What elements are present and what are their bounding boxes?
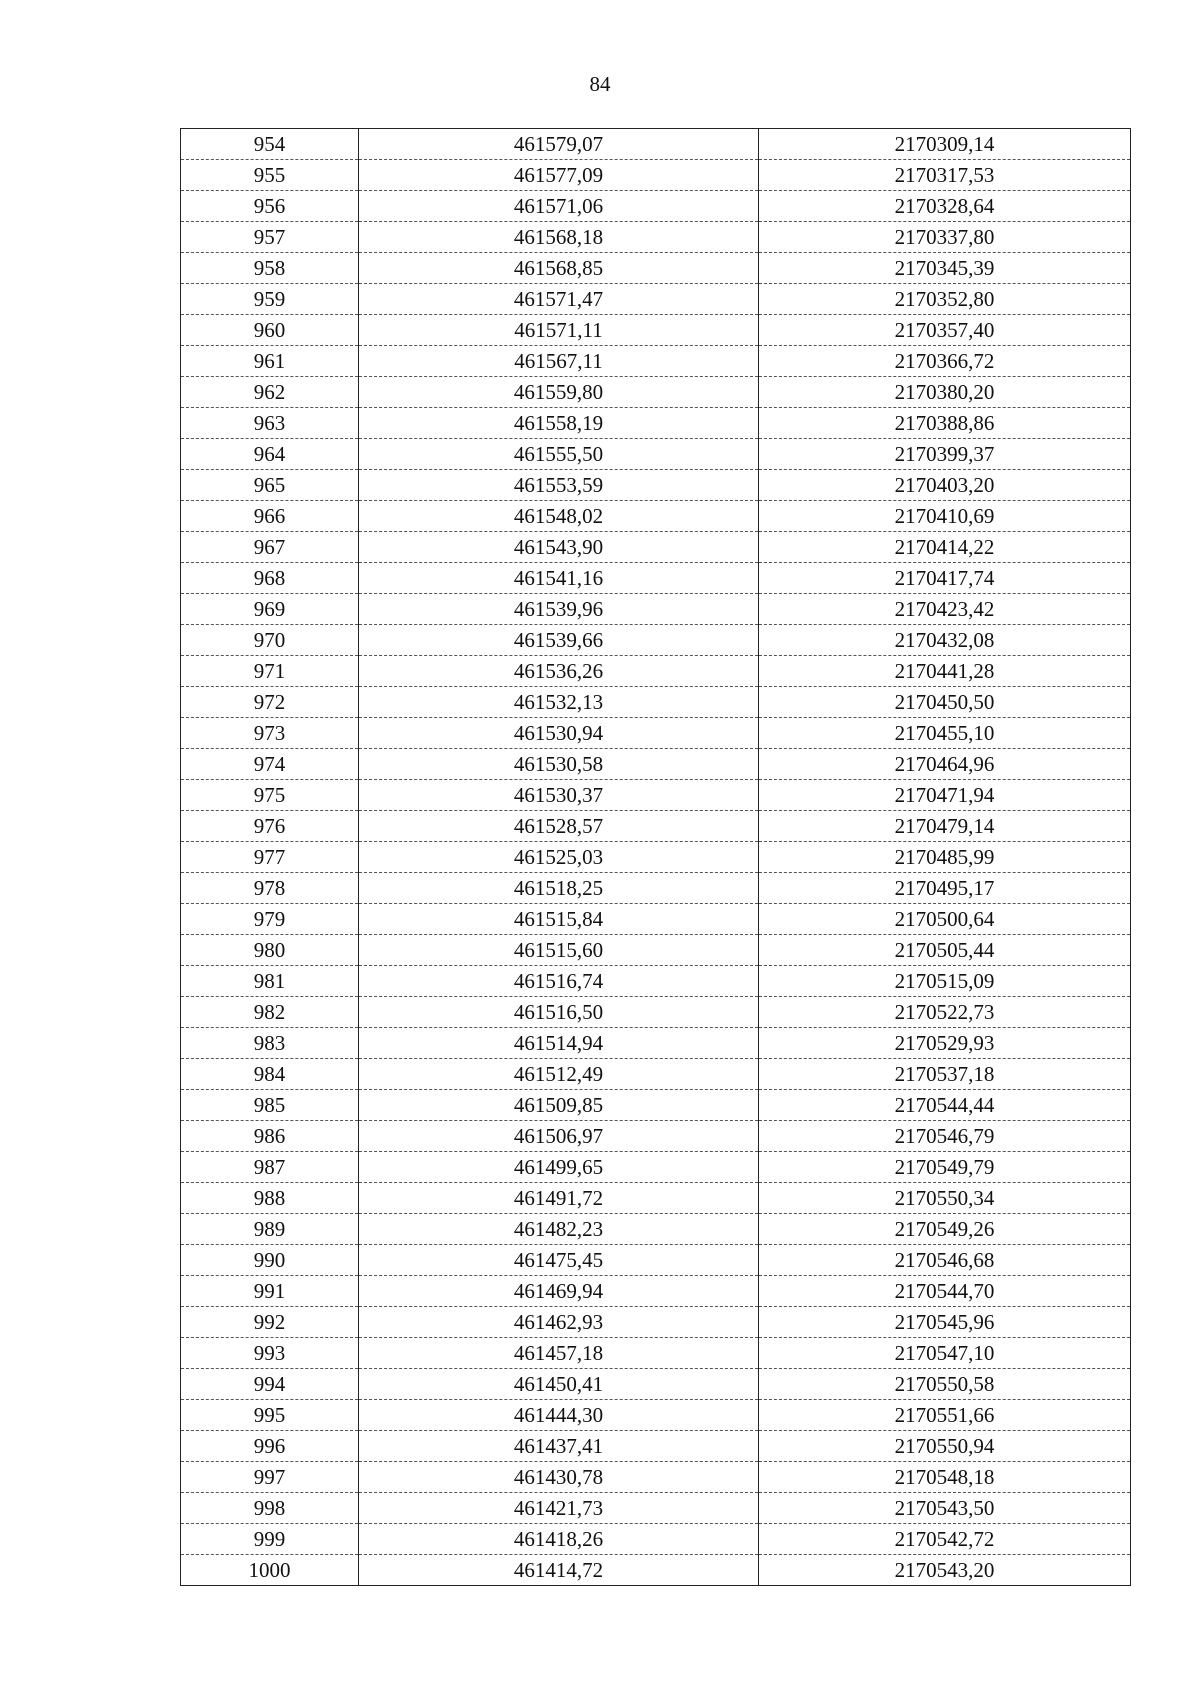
y-coordinate-cell: 2170414,22 (759, 532, 1131, 563)
table-row (181, 1431, 1131, 1462)
table-row (181, 811, 1131, 842)
table-row (181, 563, 1131, 594)
x-coordinate-cell: 461571,06 (359, 191, 759, 222)
table-row (181, 1462, 1131, 1493)
table-row (181, 284, 1131, 315)
table-row (181, 253, 1131, 284)
y-coordinate-cell: 2170366,72 (759, 346, 1131, 377)
x-coordinate-cell: 461559,80 (359, 377, 759, 408)
point-number-cell: 980 (181, 935, 359, 966)
y-coordinate-cell: 2170544,70 (759, 1276, 1131, 1307)
y-coordinate-cell: 2170549,79 (759, 1152, 1131, 1183)
point-number-cell: 988 (181, 1183, 359, 1214)
point-number-cell: 977 (181, 842, 359, 873)
table-row (181, 904, 1131, 935)
x-coordinate-cell: 461506,97 (359, 1121, 759, 1152)
point-number-cell: 967 (181, 532, 359, 563)
x-coordinate-cell: 461482,23 (359, 1214, 759, 1245)
point-number-cell: 974 (181, 749, 359, 780)
page-number: 84 (589, 72, 611, 96)
x-coordinate-cell: 461462,93 (359, 1307, 759, 1338)
x-coordinate-cell: 461579,07 (359, 129, 759, 160)
y-coordinate-cell: 2170546,79 (759, 1121, 1131, 1152)
table-row (181, 346, 1131, 377)
x-coordinate-cell: 461491,72 (359, 1183, 759, 1214)
y-coordinate-cell: 2170537,18 (759, 1059, 1131, 1090)
y-coordinate-cell: 2170500,64 (759, 904, 1131, 935)
x-coordinate-cell: 461509,85 (359, 1090, 759, 1121)
table-row (181, 129, 1131, 160)
x-coordinate-cell: 461539,96 (359, 594, 759, 625)
x-coordinate-cell: 461530,58 (359, 749, 759, 780)
point-number-cell: 1000 (181, 1555, 359, 1586)
table-row (181, 377, 1131, 408)
point-number-cell: 981 (181, 966, 359, 997)
y-coordinate-cell: 2170328,64 (759, 191, 1131, 222)
y-coordinate-cell: 2170550,58 (759, 1369, 1131, 1400)
x-coordinate-cell: 461518,25 (359, 873, 759, 904)
y-coordinate-cell: 2170522,73 (759, 997, 1131, 1028)
point-number-cell: 979 (181, 904, 359, 935)
point-number-cell: 990 (181, 1245, 359, 1276)
x-coordinate-cell: 461539,66 (359, 625, 759, 656)
point-number-cell: 955 (181, 160, 359, 191)
table-row (181, 222, 1131, 253)
y-coordinate-cell: 2170551,66 (759, 1400, 1131, 1431)
y-coordinate-cell: 2170495,17 (759, 873, 1131, 904)
x-coordinate-cell: 461475,45 (359, 1245, 759, 1276)
x-coordinate-cell: 461515,84 (359, 904, 759, 935)
coordinates-table-body (181, 129, 1131, 1586)
point-number-cell: 960 (181, 315, 359, 346)
table-row (181, 408, 1131, 439)
table-row (181, 1338, 1131, 1369)
x-coordinate-cell: 461414,72 (359, 1555, 759, 1586)
point-number-cell: 993 (181, 1338, 359, 1369)
y-coordinate-cell: 2170403,20 (759, 470, 1131, 501)
y-coordinate-cell: 2170410,69 (759, 501, 1131, 532)
x-coordinate-cell: 461530,37 (359, 780, 759, 811)
point-number-cell: 970 (181, 625, 359, 656)
point-number-cell: 987 (181, 1152, 359, 1183)
y-coordinate-cell: 2170515,09 (759, 966, 1131, 997)
point-number-cell: 978 (181, 873, 359, 904)
x-coordinate-cell: 461528,57 (359, 811, 759, 842)
x-coordinate-cell: 461469,94 (359, 1276, 759, 1307)
y-coordinate-cell: 2170547,10 (759, 1338, 1131, 1369)
y-coordinate-cell: 2170399,37 (759, 439, 1131, 470)
y-coordinate-cell: 2170548,18 (759, 1462, 1131, 1493)
point-number-cell: 996 (181, 1431, 359, 1462)
table-row (181, 1214, 1131, 1245)
x-coordinate-cell: 461571,11 (359, 315, 759, 346)
x-coordinate-cell: 461553,59 (359, 470, 759, 501)
x-coordinate-cell: 461568,85 (359, 253, 759, 284)
x-coordinate-cell: 461577,09 (359, 160, 759, 191)
x-coordinate-cell: 461450,41 (359, 1369, 759, 1400)
point-number-cell: 986 (181, 1121, 359, 1152)
x-coordinate-cell: 461437,41 (359, 1431, 759, 1462)
y-coordinate-cell: 2170546,68 (759, 1245, 1131, 1276)
y-coordinate-cell: 2170529,93 (759, 1028, 1131, 1059)
table-row (181, 1183, 1131, 1214)
table-row (181, 191, 1131, 222)
point-number-cell: 973 (181, 718, 359, 749)
point-number-cell: 969 (181, 594, 359, 625)
y-coordinate-cell: 2170423,42 (759, 594, 1131, 625)
y-coordinate-cell: 2170543,20 (759, 1555, 1131, 1586)
x-coordinate-cell: 461567,11 (359, 346, 759, 377)
table-row (181, 1028, 1131, 1059)
x-coordinate-cell: 461568,18 (359, 222, 759, 253)
table-row (181, 997, 1131, 1028)
table-row (181, 625, 1131, 656)
table-row (181, 1121, 1131, 1152)
table-row (181, 315, 1131, 346)
point-number-cell: 998 (181, 1493, 359, 1524)
y-coordinate-cell: 2170380,20 (759, 377, 1131, 408)
point-number-cell: 957 (181, 222, 359, 253)
point-number-cell: 995 (181, 1400, 359, 1431)
y-coordinate-cell: 2170479,14 (759, 811, 1131, 842)
x-coordinate-cell: 461421,73 (359, 1493, 759, 1524)
point-number-cell: 997 (181, 1462, 359, 1493)
table-row (181, 1152, 1131, 1183)
table-row (181, 687, 1131, 718)
x-coordinate-cell: 461515,60 (359, 935, 759, 966)
point-number-cell: 999 (181, 1524, 359, 1555)
table-row (181, 532, 1131, 563)
x-coordinate-cell: 461430,78 (359, 1462, 759, 1493)
table-row (181, 935, 1131, 966)
x-coordinate-cell: 461536,26 (359, 656, 759, 687)
y-coordinate-cell: 2170317,53 (759, 160, 1131, 191)
x-coordinate-cell: 461555,50 (359, 439, 759, 470)
point-number-cell: 958 (181, 253, 359, 284)
x-coordinate-cell: 461571,47 (359, 284, 759, 315)
point-number-cell: 982 (181, 997, 359, 1028)
point-number-cell: 994 (181, 1369, 359, 1400)
x-coordinate-cell: 461514,94 (359, 1028, 759, 1059)
y-coordinate-cell: 2170388,86 (759, 408, 1131, 439)
table-row (181, 501, 1131, 532)
coordinates-table (180, 128, 1131, 1586)
point-number-cell: 991 (181, 1276, 359, 1307)
table-row (181, 1524, 1131, 1555)
table-row (181, 1400, 1131, 1431)
y-coordinate-cell: 2170345,39 (759, 253, 1131, 284)
table-row (181, 1493, 1131, 1524)
x-coordinate-cell: 461525,03 (359, 842, 759, 873)
point-number-cell: 972 (181, 687, 359, 718)
table-row (181, 1090, 1131, 1121)
table-row (181, 594, 1131, 625)
y-coordinate-cell: 2170545,96 (759, 1307, 1131, 1338)
x-coordinate-cell: 461516,50 (359, 997, 759, 1028)
table-row (181, 1369, 1131, 1400)
y-coordinate-cell: 2170464,96 (759, 749, 1131, 780)
point-number-cell: 975 (181, 780, 359, 811)
table-row (181, 842, 1131, 873)
table-row (181, 1555, 1131, 1586)
y-coordinate-cell: 2170357,40 (759, 315, 1131, 346)
y-coordinate-cell: 2170485,99 (759, 842, 1131, 873)
table-row (181, 470, 1131, 501)
table-row (181, 966, 1131, 997)
point-number-cell: 966 (181, 501, 359, 532)
x-coordinate-cell: 461541,16 (359, 563, 759, 594)
x-coordinate-cell: 461530,94 (359, 718, 759, 749)
table-row (181, 1276, 1131, 1307)
point-number-cell: 968 (181, 563, 359, 594)
point-number-cell: 961 (181, 346, 359, 377)
table-row (181, 780, 1131, 811)
y-coordinate-cell: 2170352,80 (759, 284, 1131, 315)
y-coordinate-cell: 2170544,44 (759, 1090, 1131, 1121)
point-number-cell: 992 (181, 1307, 359, 1338)
x-coordinate-cell: 461418,26 (359, 1524, 759, 1555)
y-coordinate-cell: 2170455,10 (759, 718, 1131, 749)
table-row (181, 718, 1131, 749)
point-number-cell: 959 (181, 284, 359, 315)
table-row (181, 656, 1131, 687)
y-coordinate-cell: 2170450,50 (759, 687, 1131, 718)
y-coordinate-cell: 2170543,50 (759, 1493, 1131, 1524)
y-coordinate-cell: 2170550,94 (759, 1431, 1131, 1462)
y-coordinate-cell: 2170309,14 (759, 129, 1131, 160)
point-number-cell: 965 (181, 470, 359, 501)
y-coordinate-cell: 2170505,44 (759, 935, 1131, 966)
x-coordinate-cell: 461457,18 (359, 1338, 759, 1369)
point-number-cell: 985 (181, 1090, 359, 1121)
y-coordinate-cell: 2170549,26 (759, 1214, 1131, 1245)
table-row (181, 439, 1131, 470)
y-coordinate-cell: 2170550,34 (759, 1183, 1131, 1214)
x-coordinate-cell: 461444,30 (359, 1400, 759, 1431)
table-row (181, 160, 1131, 191)
x-coordinate-cell: 461543,90 (359, 532, 759, 563)
x-coordinate-cell: 461512,49 (359, 1059, 759, 1090)
table-row (181, 873, 1131, 904)
x-coordinate-cell: 461516,74 (359, 966, 759, 997)
point-number-cell: 962 (181, 377, 359, 408)
point-number-cell: 964 (181, 439, 359, 470)
point-number-cell: 976 (181, 811, 359, 842)
point-number-cell: 954 (181, 129, 359, 160)
point-number-cell: 983 (181, 1028, 359, 1059)
y-coordinate-cell: 2170441,28 (759, 656, 1131, 687)
y-coordinate-cell: 2170471,94 (759, 780, 1131, 811)
y-coordinate-cell: 2170542,72 (759, 1524, 1131, 1555)
y-coordinate-cell: 2170417,74 (759, 563, 1131, 594)
point-number-cell: 971 (181, 656, 359, 687)
x-coordinate-cell: 461548,02 (359, 501, 759, 532)
point-number-cell: 963 (181, 408, 359, 439)
x-coordinate-cell: 461558,19 (359, 408, 759, 439)
x-coordinate-cell: 461499,65 (359, 1152, 759, 1183)
table-row (181, 1059, 1131, 1090)
point-number-cell: 956 (181, 191, 359, 222)
point-number-cell: 984 (181, 1059, 359, 1090)
table-row (181, 749, 1131, 780)
table-row (181, 1307, 1131, 1338)
table-row (181, 1245, 1131, 1276)
x-coordinate-cell: 461532,13 (359, 687, 759, 718)
y-coordinate-cell: 2170432,08 (759, 625, 1131, 656)
y-coordinate-cell: 2170337,80 (759, 222, 1131, 253)
point-number-cell: 989 (181, 1214, 359, 1245)
